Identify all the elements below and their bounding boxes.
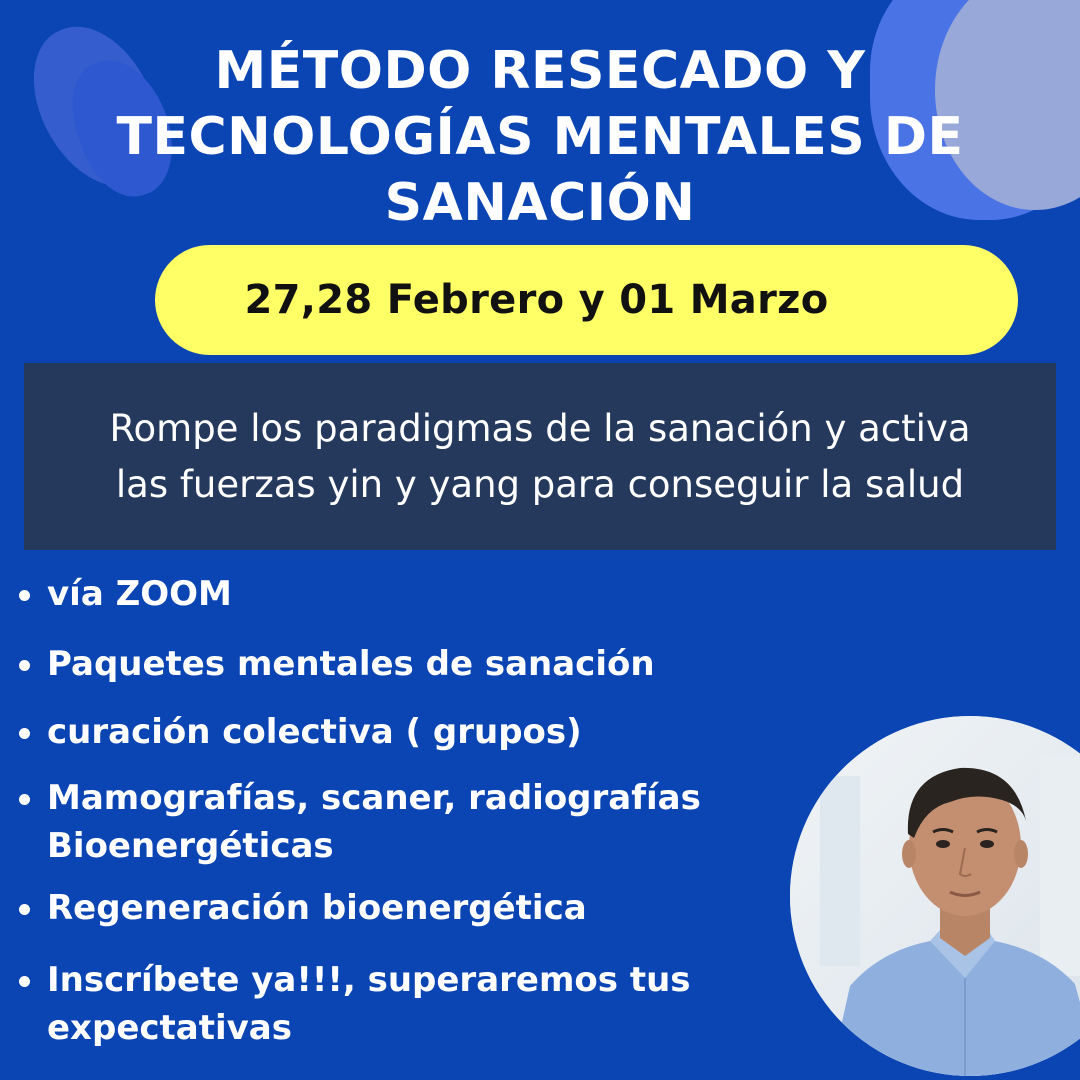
speaker-photo [790,716,1080,1076]
feature-text: Paquetes mentales de sanación [47,644,655,684]
date-badge [155,245,1018,355]
feature-text: curación colectiva ( grupos) [47,712,582,752]
feature-item [0,640,790,688]
poster-title [60,38,1020,236]
feature-text: expectativas [47,1008,292,1048]
tagline-line: Rompe los paradigmas de la sanación y activa [109,406,971,450]
feature-item [0,774,790,870]
feature-text: Bioenergéticas [47,826,334,866]
feature-text: Mamografías, scaner, radiografías [47,778,701,818]
tagline-box [24,363,1056,550]
title-line: SANACIÓN [384,173,696,233]
feature-text: Inscríbete ya!!!, superaremos tus [47,960,691,1000]
event-dates: 27,28 Febrero y 01 Marzo [244,277,829,323]
title-line: TECNOLOGÍAS MENTALES DE [116,107,964,167]
tagline-text [25,401,1055,513]
feature-text: vía ZOOM [47,574,232,614]
feature-item [0,708,790,756]
feature-text: Regeneración bioenergética [47,888,587,928]
feature-item [0,570,790,618]
tagline-line: las fuerzas yin y yang para conseguir la salud [115,462,965,506]
feature-list [0,570,790,1052]
feature-item [0,884,790,932]
speaker-portrait-illustration [790,716,1080,1076]
feature-item [0,956,790,1052]
title-line: MÉTODO RESECADO Y [214,41,866,101]
